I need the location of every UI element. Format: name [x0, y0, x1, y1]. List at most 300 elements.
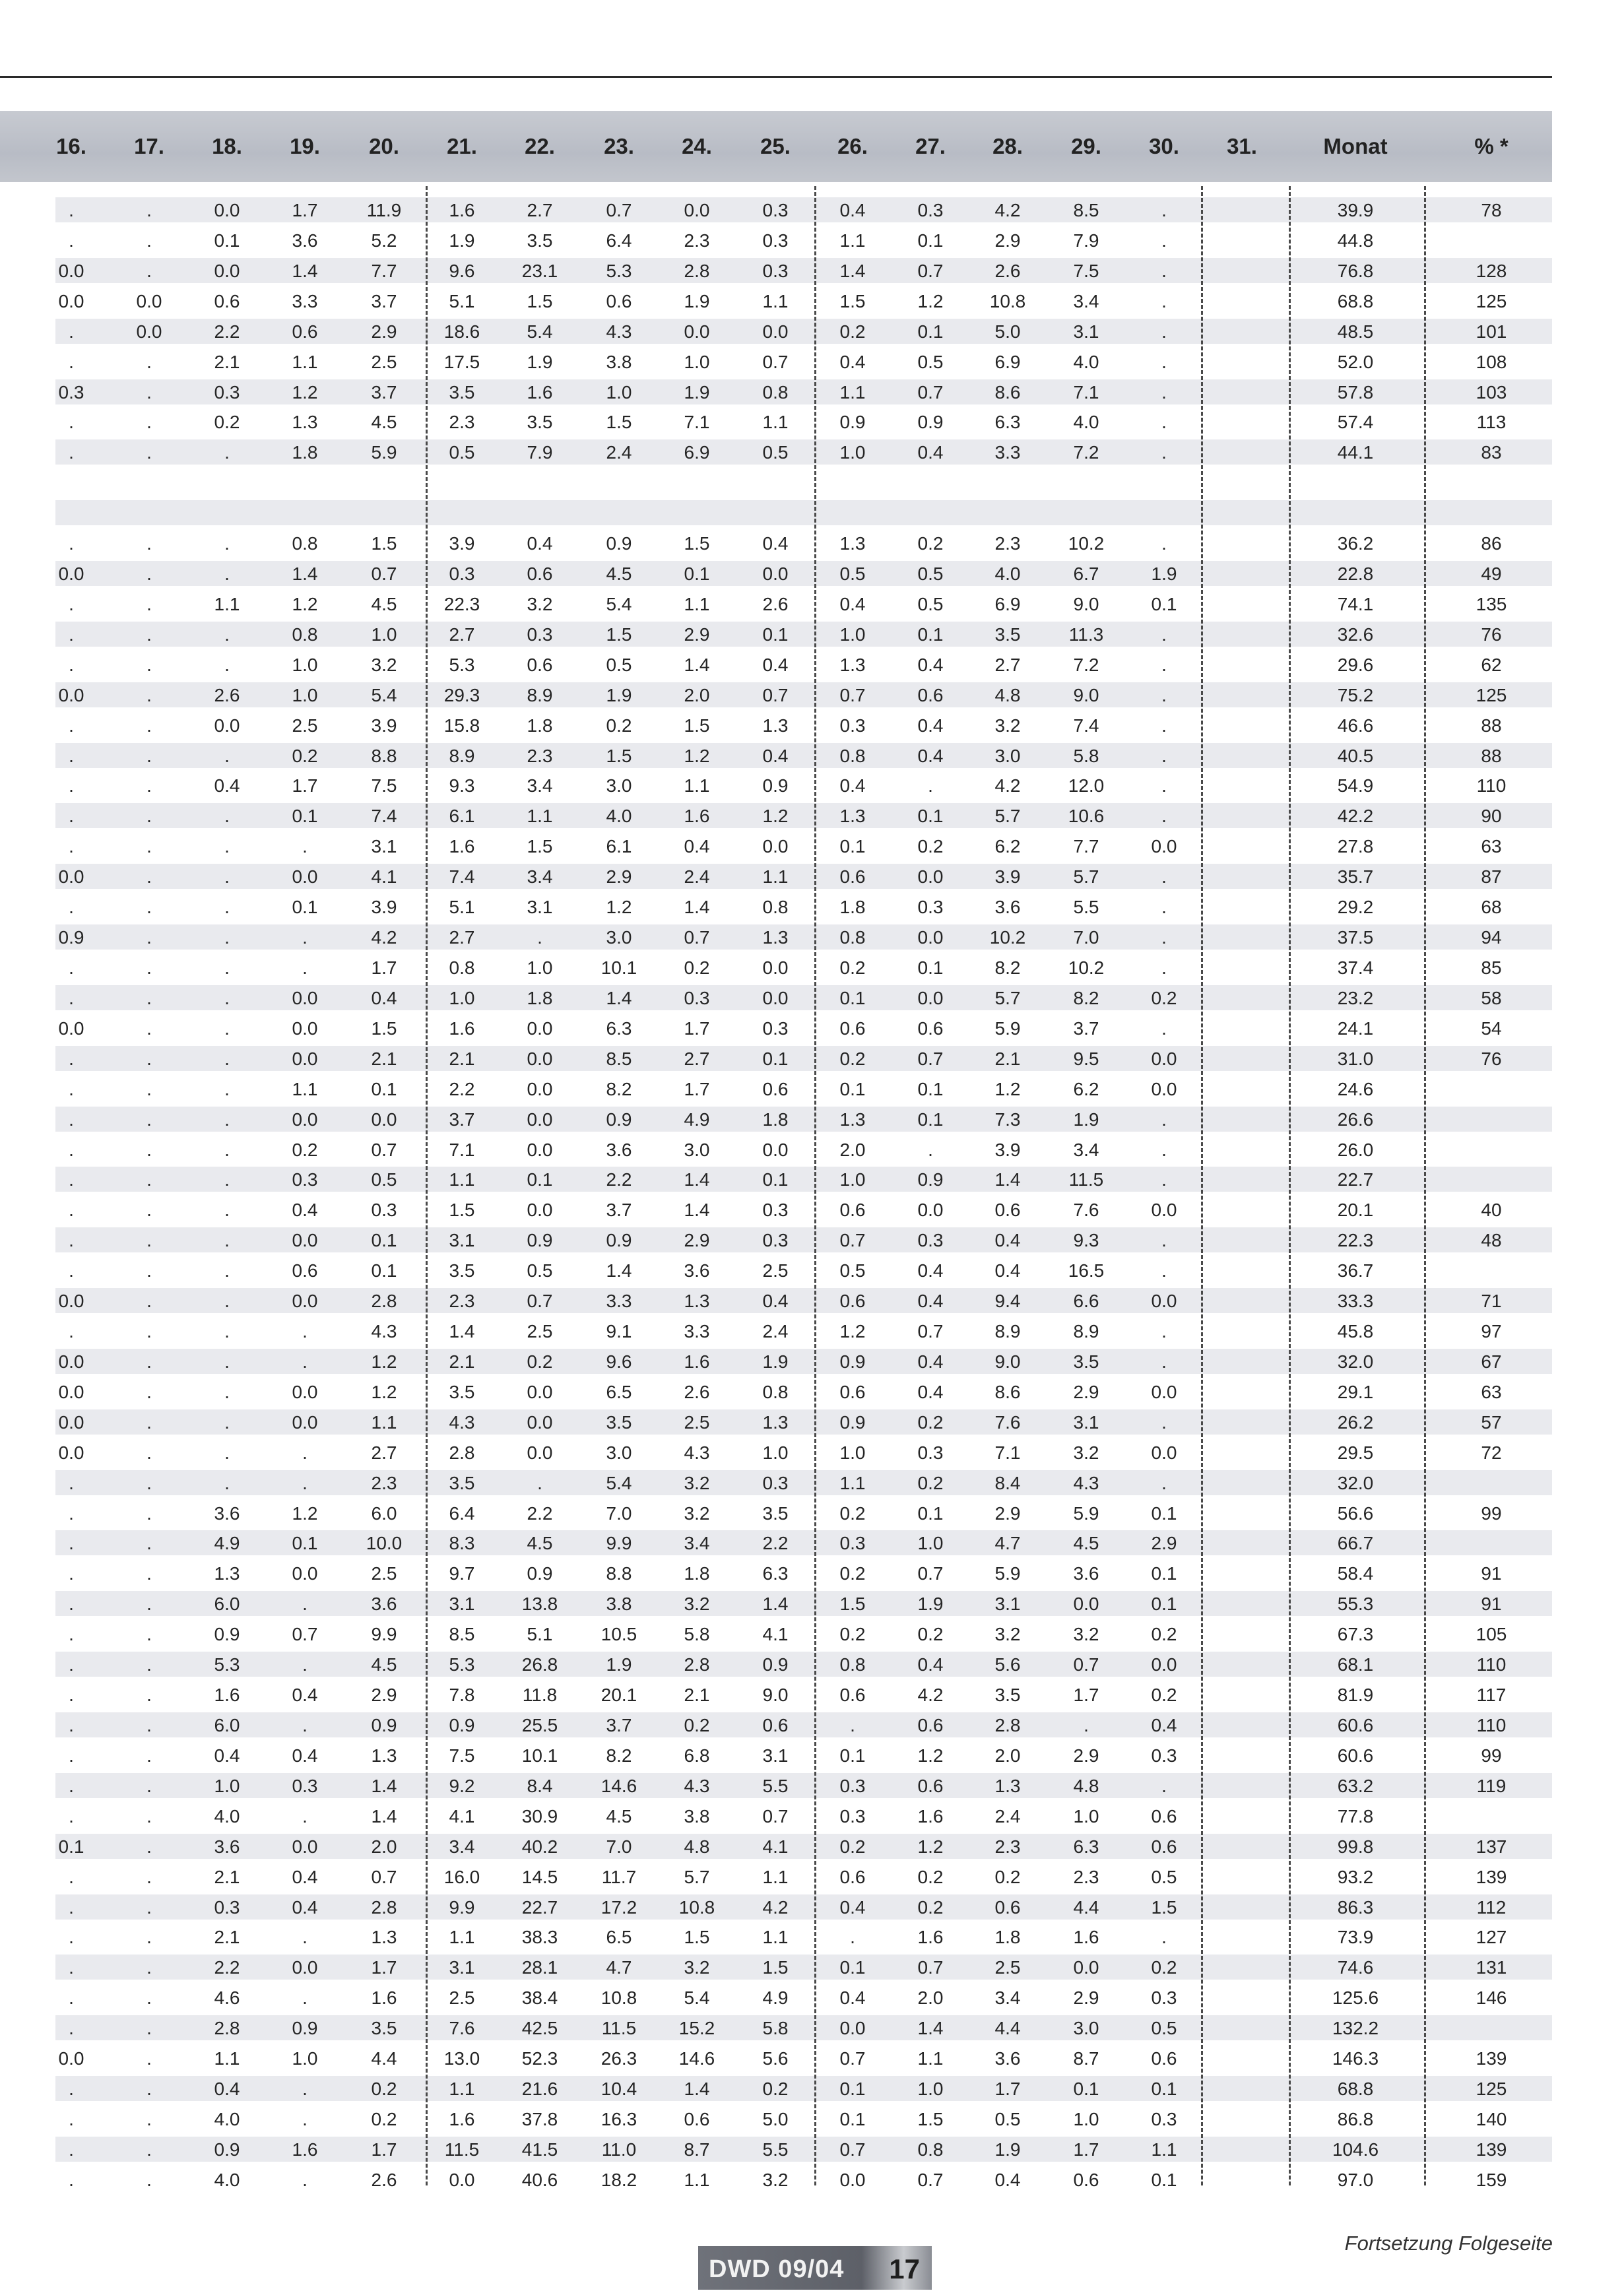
table-cell: 0.3 — [684, 987, 710, 1008]
table-cell: 1.9 — [1151, 564, 1177, 585]
table-cell: 0.6 — [917, 684, 944, 705]
table-row — [0, 1195, 1552, 1225]
table-cell: 97.0 — [1337, 2169, 1374, 2190]
table-cell: . — [146, 1563, 152, 1584]
table-cell: 63.2 — [1337, 1775, 1374, 1796]
table-cell: 0.8 — [292, 624, 318, 645]
table-cell: 3.7 — [1073, 1018, 1099, 1039]
table-cell: . — [1161, 715, 1167, 736]
table-cell: . — [928, 1139, 933, 1160]
table-cell: 5.8 — [684, 1624, 710, 1645]
table-cell: 8.2 — [994, 957, 1021, 978]
table-cell: . — [69, 1139, 74, 1160]
table-cell: 6.2 — [994, 836, 1021, 857]
table-cell: 4.0 — [214, 2108, 240, 2129]
table-cell: 0.1 — [839, 1078, 866, 1099]
table-cell: 37.8 — [521, 2108, 558, 2129]
table-cell: 0.3 — [1151, 2108, 1177, 2129]
table-cell: . — [224, 1260, 230, 1281]
table-cell: 7.6 — [994, 1411, 1021, 1433]
table-row — [0, 1801, 1552, 1832]
row-stripe — [55, 2076, 1552, 2101]
table-cell: 0.4 — [917, 654, 944, 675]
row-stripe — [55, 1834, 1552, 1859]
table-cell: 1.9 — [994, 2139, 1021, 2160]
table-cell: 0.1 — [839, 2079, 866, 2100]
table-cell: 7.9 — [527, 442, 553, 463]
table-cell: . — [146, 1866, 152, 1887]
table-cell: 32.0 — [1337, 1472, 1374, 1493]
table-cell: 0.6 — [1073, 2169, 1099, 2190]
table-cell: 0.0 — [762, 321, 789, 342]
table-cell: 0.0 — [762, 836, 789, 857]
table-cell: 1.6 — [292, 2139, 318, 2160]
table-cell: 0.0 — [1151, 1048, 1177, 1069]
table-cell: 1.0 — [606, 381, 632, 403]
table-cell: 10.1 — [521, 1745, 558, 1766]
table-cell: . — [69, 745, 74, 766]
table-row — [0, 2165, 1552, 2195]
table-cell: . — [1161, 1411, 1167, 1433]
table-cell: 0.7 — [606, 200, 632, 220]
table-cell: 99 — [1481, 1745, 1502, 1766]
table-cell: 0.8 — [292, 533, 318, 554]
table-cell: 0.0 — [1151, 1381, 1177, 1402]
table-cell: . — [69, 2169, 74, 2190]
table-cell: 0.2 — [371, 2108, 397, 2129]
table-cell: 0.8 — [762, 381, 789, 403]
table-cell: 40.2 — [521, 1836, 558, 1857]
table-cell: 0.7 — [839, 2048, 866, 2069]
table-cell: 0.7 — [371, 564, 397, 585]
table-cell: 1.9 — [606, 1654, 632, 1675]
table-row — [0, 1559, 1552, 1589]
table-cell: . — [1161, 1351, 1167, 1372]
table-cell: 0.3 — [762, 200, 789, 220]
table-cell: 1.0 — [371, 624, 397, 645]
table-row — [0, 1953, 1552, 1983]
table-cell: 0.4 — [839, 351, 866, 372]
table-cell: 0.4 — [917, 1351, 944, 1372]
column-header: 28. — [992, 134, 1023, 158]
table-cell: 0.6 — [839, 1381, 866, 1402]
table-cell: 5.4 — [371, 684, 397, 705]
table-cell: . — [69, 1715, 74, 1735]
table-cell: 119 — [1476, 1775, 1507, 1796]
table-cell: 2.5 — [449, 1988, 475, 2009]
table-row — [0, 1710, 1552, 1741]
table-cell: 6.1 — [606, 836, 632, 857]
table-cell: 9.3 — [1073, 1230, 1099, 1251]
table-cell: 0.7 — [762, 684, 789, 705]
table-cell: . — [224, 1200, 230, 1221]
table-cell: . — [69, 200, 74, 220]
table-cell: 0.9 — [917, 1169, 944, 1190]
table-cell: 29.2 — [1337, 897, 1374, 918]
table-cell: . — [224, 533, 230, 554]
table-cell: . — [1161, 230, 1167, 251]
table-cell: 10.8 — [601, 1988, 637, 2009]
table-cell: 5.4 — [606, 593, 632, 614]
table-cell: 22.7 — [1337, 1169, 1374, 1190]
table-cell: . — [69, 593, 74, 614]
table-cell: 0.8 — [762, 1381, 789, 1402]
table-cell: 2.9 — [371, 321, 397, 342]
table-cell: 1.9 — [684, 381, 710, 403]
table-row — [0, 922, 1552, 953]
table-cell: . — [146, 1078, 152, 1099]
table-cell: 7.1 — [684, 412, 710, 433]
table-cell: 0.0 — [292, 1381, 318, 1402]
table-cell: 1.2 — [292, 381, 318, 403]
table-cell: 29.3 — [443, 684, 480, 705]
table-cell: . — [224, 1411, 230, 1433]
table-cell: 0.2 — [684, 1715, 710, 1735]
table-cell: 101 — [1476, 321, 1507, 342]
table-cell: 0.0 — [917, 1200, 944, 1221]
table-cell: 2.6 — [684, 1381, 710, 1402]
table-cell: 0.2 — [917, 1624, 944, 1645]
table-cell: 0.0 — [762, 957, 789, 978]
table-cell: 1.8 — [292, 442, 318, 463]
table-cell: . — [224, 654, 230, 675]
table-cell: 1.8 — [994, 1927, 1021, 1948]
table-row — [0, 1892, 1552, 1923]
table-cell: . — [302, 1442, 308, 1463]
table-cell: 63 — [1481, 836, 1502, 857]
table-cell: 76.8 — [1337, 260, 1374, 281]
table-cell: 3.7 — [371, 290, 397, 311]
table-cell: 3.4 — [684, 1533, 710, 1554]
table-cell: 0.7 — [917, 1321, 944, 1342]
table-cell: 5.7 — [994, 987, 1021, 1008]
table-row — [0, 347, 1552, 377]
table-cell: 1.8 — [762, 1109, 789, 1130]
table-cell: 3.2 — [1073, 1624, 1099, 1645]
table-cell: 10.4 — [601, 2079, 637, 2100]
table-row — [0, 1105, 1552, 1135]
table-cell: . — [69, 654, 74, 675]
table-cell: 63 — [1481, 1381, 1502, 1402]
table-cell: . — [146, 593, 152, 614]
table-cell: 0.8 — [839, 745, 866, 766]
table-cell: 1.9 — [917, 1594, 944, 1615]
table-cell: 52.3 — [521, 2048, 558, 2069]
column-header: 26. — [837, 134, 868, 158]
table-cell: 0.0 — [1073, 1957, 1099, 1978]
table-cell: 1.0 — [292, 2048, 318, 2069]
table-cell: . — [146, 1260, 152, 1281]
table-cell: 0.2 — [917, 1472, 944, 1493]
table-cell: 1.5 — [606, 412, 632, 433]
table-cell: 2.1 — [449, 1048, 475, 1069]
table-cell: 4.8 — [1073, 1775, 1099, 1796]
table-cell: 1.0 — [839, 442, 866, 463]
table-cell: 0.1 — [1151, 2079, 1177, 2100]
table-cell: . — [302, 1805, 308, 1826]
table-row — [0, 1044, 1552, 1074]
table-cell: 38.3 — [521, 1927, 558, 1948]
table-cell: 8.2 — [606, 1078, 632, 1099]
table-cell: 2.1 — [449, 1351, 475, 1372]
table-cell: 1.4 — [292, 260, 318, 281]
table-row — [0, 437, 1552, 468]
table-row — [0, 2104, 1552, 2135]
table-cell: 0.4 — [1151, 1715, 1177, 1735]
row-stripe — [55, 319, 1552, 344]
table-cell: 86 — [1481, 533, 1502, 554]
table-cell: . — [1161, 1169, 1167, 1190]
table-cell: 27.8 — [1337, 836, 1374, 857]
table-cell: 1.1 — [762, 290, 789, 311]
table-cell: 2.4 — [762, 1321, 789, 1342]
table-cell: 2.5 — [684, 1411, 710, 1433]
table-cell: 2.7 — [527, 200, 553, 220]
table-cell: 1.2 — [917, 290, 944, 311]
row-stripe — [55, 1955, 1552, 1980]
table-cell: 12.0 — [1068, 775, 1105, 796]
table-cell: 54 — [1481, 1018, 1502, 1039]
table-cell: 0.8 — [449, 957, 475, 978]
table-cell: . — [69, 1533, 74, 1554]
table-cell: 0.7 — [917, 381, 944, 403]
table-row — [0, 2013, 1552, 2044]
table-cell: 1.3 — [762, 715, 789, 736]
row-stripe — [55, 1591, 1552, 1616]
table-cell: 3.4 — [527, 775, 553, 796]
table-cell: . — [146, 351, 152, 372]
table-cell: 0.7 — [917, 260, 944, 281]
table-cell: . — [1161, 1775, 1167, 1796]
table-cell: . — [146, 2079, 152, 2100]
table-cell: 3.8 — [606, 351, 632, 372]
table-cell: 2.9 — [994, 230, 1021, 251]
table-cell: . — [224, 1442, 230, 1463]
table-cell: 5.1 — [449, 897, 475, 918]
table-cell: 0.0 — [762, 987, 789, 1008]
table-cell: . — [1161, 1321, 1167, 1342]
table-cell: 0.1 — [762, 1048, 789, 1069]
table-cell: . — [146, 1200, 152, 1221]
table-cell: 5.4 — [606, 1472, 632, 1493]
table-cell: 2.2 — [606, 1169, 632, 1190]
table-cell: . — [69, 1321, 74, 1342]
table-cell: 3.5 — [762, 1503, 789, 1524]
row-stripe — [55, 1894, 1552, 1920]
table-cell: 4.1 — [762, 1624, 789, 1645]
table-cell: 58.4 — [1337, 1563, 1374, 1584]
row-stripe — [55, 1349, 1552, 1374]
row-stripe — [55, 379, 1552, 404]
table-row — [0, 801, 1552, 831]
table-cell: 4.9 — [214, 1533, 240, 1554]
table-cell: 3.9 — [371, 715, 397, 736]
table-cell: 146.3 — [1332, 2048, 1379, 2069]
table-row — [0, 1347, 1552, 1377]
table-cell: 0.9 — [214, 1624, 240, 1645]
table-cell: 3.5 — [527, 412, 553, 433]
table-cell: 4.1 — [449, 1805, 475, 1826]
table-cell: 40.6 — [521, 2169, 558, 2190]
table-cell: 13.0 — [443, 2048, 480, 2069]
table-cell: 0.2 — [684, 957, 710, 978]
table-cell: 5.9 — [994, 1018, 1021, 1039]
table-cell: 1.0 — [1073, 2108, 1099, 2129]
table-cell: 135 — [1476, 593, 1507, 614]
table-cell: . — [224, 987, 230, 1008]
table-cell: 4.1 — [762, 1836, 789, 1857]
table-cell: 0.0 — [58, 2048, 84, 2069]
table-row — [0, 559, 1552, 589]
table-cell: 5.4 — [527, 321, 553, 342]
table-cell: 6.6 — [1073, 1291, 1099, 1312]
table-cell: 1.0 — [214, 1775, 240, 1796]
table-cell: 3.5 — [449, 1381, 475, 1402]
table-cell: 0.9 — [839, 412, 866, 433]
table-cell: 5.7 — [684, 1866, 710, 1887]
table-cell: . — [146, 1018, 152, 1039]
table-cell: 73.9 — [1337, 1927, 1374, 1948]
table-cell: 44.1 — [1337, 442, 1374, 463]
table-cell: 0.1 — [917, 321, 944, 342]
table-cell: . — [1161, 927, 1167, 948]
table-cell: 32.0 — [1337, 1351, 1374, 1372]
table-cell: 0.0 — [292, 987, 318, 1008]
table-cell: 5.3 — [606, 260, 632, 281]
column-header: 25. — [760, 134, 791, 158]
table-cell: 1.4 — [606, 987, 632, 1008]
table-cell: 2.3 — [994, 1836, 1021, 1857]
table-cell: 49 — [1481, 564, 1502, 585]
row-stripe — [55, 1288, 1552, 1313]
table-cell: . — [146, 1381, 152, 1402]
table-cell: 1.0 — [762, 1442, 789, 1463]
table-cell: . — [146, 715, 152, 736]
table-cell: 4.8 — [684, 1836, 710, 1857]
table-cell: 8.6 — [994, 381, 1021, 403]
table-cell: 1.2 — [684, 745, 710, 766]
table-cell: 1.3 — [839, 1109, 866, 1130]
table-cell: 0.0 — [527, 1048, 553, 1069]
table-cell: . — [146, 1533, 152, 1554]
table-row — [0, 226, 1552, 256]
table-cell: 0.6 — [839, 1866, 866, 1887]
table-cell: 2.8 — [371, 1896, 397, 1918]
table-cell: 104.6 — [1332, 2139, 1379, 2160]
table-cell: 0.7 — [917, 2169, 944, 2190]
table-cell: 0.6 — [994, 1200, 1021, 1221]
table-cell: 0.4 — [371, 987, 397, 1008]
table-cell: . — [69, 2139, 74, 2160]
table-cell: 1.2 — [606, 897, 632, 918]
table-cell: . — [69, 1048, 74, 1069]
table-cell: 4.4 — [1073, 1896, 1099, 1918]
table-cell: . — [69, 1563, 74, 1584]
table-row — [0, 1983, 1552, 2013]
table-cell: 6.9 — [994, 593, 1021, 614]
table-cell: 0.7 — [839, 684, 866, 705]
table-cell: 4.2 — [917, 1685, 944, 1706]
table-cell: 9.4 — [994, 1291, 1021, 1312]
table-cell: 6.3 — [994, 412, 1021, 433]
table-cell: . — [224, 1381, 230, 1402]
table-cell: 0.1 — [58, 1836, 84, 1857]
table-cell: 0.2 — [292, 745, 318, 766]
table-cell: . — [146, 2169, 152, 2190]
table-cell: 9.6 — [606, 1351, 632, 1372]
table-cell: . — [537, 1472, 542, 1493]
table-cell: 6.3 — [762, 1563, 789, 1584]
table-cell: 1.7 — [292, 775, 318, 796]
table-cell: 26.3 — [601, 2048, 637, 2069]
table-cell: 1.5 — [762, 1957, 789, 1978]
table-cell: 0.3 — [762, 1200, 789, 1221]
row-stripe — [55, 1470, 1552, 1495]
table-cell: 29.5 — [1337, 1442, 1374, 1463]
table-cell: 132.2 — [1332, 2018, 1379, 2039]
table-cell: 2.7 — [371, 1442, 397, 1463]
table-cell: 3.2 — [684, 1957, 710, 1978]
table-cell: 18.6 — [443, 321, 480, 342]
table-cell: . — [146, 1109, 152, 1130]
table-cell: . — [1161, 290, 1167, 311]
table-cell: 0.0 — [292, 1018, 318, 1039]
table-cell: . — [146, 2018, 152, 2039]
table-cell: . — [302, 836, 308, 857]
table-cell: 0.0 — [58, 564, 84, 585]
column-divider-25-26 — [814, 186, 816, 2185]
table-cell: 57 — [1481, 1411, 1502, 1433]
table-cell: . — [1161, 351, 1167, 372]
table-cell: 60.6 — [1337, 1745, 1374, 1766]
table-cell: 5.9 — [1073, 1503, 1099, 1524]
table-cell: 11.9 — [366, 200, 402, 220]
table-cell: 16.5 — [1068, 1260, 1105, 1281]
table-row — [0, 256, 1552, 286]
table-cell: . — [146, 260, 152, 281]
table-cell: 0.7 — [762, 351, 789, 372]
table-cell: 0.2 — [917, 1866, 944, 1887]
column-header: 31. — [1227, 134, 1257, 158]
table-cell: 3.5 — [994, 1685, 1021, 1706]
table-cell: 1.7 — [371, 2139, 397, 2160]
table-cell: 5.8 — [1073, 745, 1099, 766]
table-cell: 0.0 — [58, 1018, 84, 1039]
table-cell: . — [1161, 381, 1167, 403]
table-cell: 67.3 — [1337, 1624, 1374, 1645]
table-cell: 125 — [1476, 290, 1507, 311]
table-cell: 0.5 — [606, 654, 632, 675]
table-cell: 0.0 — [1151, 836, 1177, 857]
table-cell: . — [69, 1078, 74, 1099]
table-cell: . — [302, 1654, 308, 1675]
table-cell: 5.3 — [449, 1654, 475, 1675]
table-cell: . — [1161, 412, 1167, 433]
table-cell: 3.4 — [527, 866, 553, 888]
table-cell: . — [146, 927, 152, 948]
table-cell: . — [1161, 1139, 1167, 1160]
table-cell: 1.3 — [684, 1291, 710, 1312]
table-cell: 0.3 — [917, 1442, 944, 1463]
table-cell: 3.6 — [684, 1260, 710, 1281]
table-cell: 1.5 — [839, 1594, 866, 1615]
table-cell: 25.5 — [521, 1715, 558, 1735]
table-cell: 11.3 — [1068, 624, 1104, 645]
table-cell: 105 — [1476, 1624, 1507, 1645]
table-cell: 0.3 — [1151, 1988, 1177, 2009]
table-cell: 0.7 — [292, 1624, 318, 1645]
table-cell: 103 — [1476, 381, 1507, 403]
